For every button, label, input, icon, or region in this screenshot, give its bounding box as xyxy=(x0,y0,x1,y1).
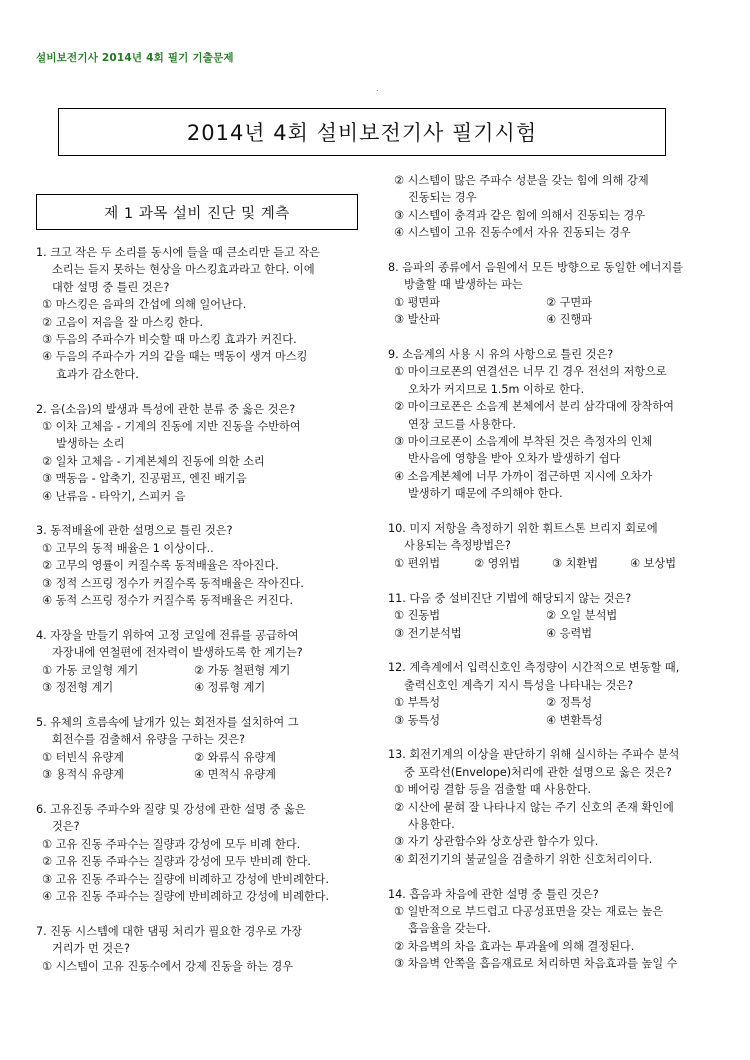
answer-option-line: ④ 고유 진동 주파수는 질량에 반비례하고 강성에 비례한다. xyxy=(42,889,330,903)
answer-option-row xyxy=(388,625,718,642)
question-item xyxy=(36,401,366,505)
question-stem-line: 거리가 먼 것은? xyxy=(52,942,130,956)
answer-option xyxy=(388,363,718,398)
answer-option-line: ③ 자기 상관함수와 상호상관 함수가 있다. xyxy=(394,835,599,849)
question-item xyxy=(36,522,366,609)
answer-option xyxy=(36,575,366,592)
answer-option-line: 사용한다. xyxy=(408,817,455,831)
answer-option: ③ 정전형 계기 xyxy=(42,681,114,695)
answer-option: ③ 용적식 유량계 xyxy=(42,768,124,782)
answer-option xyxy=(388,224,718,241)
answer-option-line: ② 일차 고체음 - 기계본체의 진동에 의한 소리 xyxy=(42,454,265,468)
answer-option xyxy=(388,172,718,207)
answer-option xyxy=(36,453,366,470)
answer-option xyxy=(36,470,366,487)
answer-option: ① 부특성 xyxy=(394,696,441,710)
question-stem xyxy=(388,886,718,903)
answer-option: ② 오일 분석법 xyxy=(546,609,618,623)
answer-option xyxy=(388,799,718,834)
answer-option: ④ 응력법 xyxy=(546,626,593,640)
question-stem-line: 11. 다음 중 설비진단 기법에 해당되지 않는 것은? xyxy=(388,591,632,605)
answer-option-line: 반사음에 영향을 받아 오차가 발생하기 쉽다 xyxy=(408,452,621,466)
question-item xyxy=(36,627,366,697)
question-stem-line: 1. 크고 작은 두 소리를 동시에 들을 때 큰소리만 듣고 작은 xyxy=(36,246,320,259)
answer-option xyxy=(388,398,718,433)
answer-option: ① 편위법 xyxy=(394,556,441,570)
answer-option xyxy=(36,488,366,505)
answer-option-row xyxy=(388,607,718,624)
answer-option-line: ③ 고유 진동 주파수는 질량에 비례하고 강성에 반비례한다. xyxy=(42,872,330,886)
answer-option: ④ 변환특성 xyxy=(546,713,603,727)
question-stem-line: 12. 계측계에서 입력신호인 측정량이 시간적으로 변동할 때, xyxy=(388,661,680,675)
answer-option-line: ③ 시스템이 충격과 같은 힘에 의해서 진동되는 경우 xyxy=(394,208,646,222)
answer-option: ④ 진행파 xyxy=(546,313,593,327)
question-item xyxy=(388,590,718,642)
right-column xyxy=(388,172,718,973)
answer-option-row xyxy=(388,294,718,311)
answer-option-row xyxy=(388,311,718,328)
question-stem xyxy=(36,244,366,296)
page-dot: . xyxy=(376,84,379,93)
question-stem xyxy=(388,659,718,694)
question-stem xyxy=(388,259,718,294)
answer-option xyxy=(36,958,366,975)
question-stem-line: 13. 회전기계의 이상을 판단하기 위해 실시하는 주파수 분석 xyxy=(388,748,680,762)
question-stem xyxy=(388,590,718,607)
question-stem-line: 소리는 듣지 못하는 현상을 마스킹효과라고 한다. 이에 xyxy=(52,263,315,277)
answer-option: ① 평면파 xyxy=(394,295,441,309)
question-item xyxy=(36,923,366,975)
answer-option xyxy=(36,331,366,348)
question-stem-line: 5. 유체의 흐름속에 날개가 있는 회전자를 설치하여 그 xyxy=(36,715,299,729)
subject-heading: 제 1 과목 설비 진단 및 계측 xyxy=(36,194,358,230)
answer-option-line: ③ 정적 스프링 정수가 커질수록 동적배율은 작아진다. xyxy=(42,576,304,590)
answer-option-line: ④ 시스템이 고유 진동수에서 자유 진동되는 경우 xyxy=(394,226,631,240)
answer-option-line: ② 고음이 저음을 잘 마스킹 한다. xyxy=(42,315,204,329)
answer-option-row xyxy=(36,662,366,679)
answer-option: ① 터빈식 유량계 xyxy=(42,750,124,764)
answer-option-line: ② 차음벽의 차음 효과는 투과율에 의해 결정된다. xyxy=(394,939,635,953)
answer-option-row xyxy=(36,679,366,696)
answer-option-line: ④ 동적 스프링 정수가 커질수록 동적배율은 커진다. xyxy=(42,594,294,608)
answer-option xyxy=(36,888,366,905)
question-stem xyxy=(36,923,366,958)
answer-option-line: ② 마이크로폰은 소음계 본체에서 분리 삼각대에 장착하여 xyxy=(394,400,674,414)
answer-option xyxy=(36,418,366,453)
answer-option: ③ 동특성 xyxy=(394,713,441,727)
answer-option-row xyxy=(388,694,718,711)
answer-option: ② 와류식 유량계 xyxy=(194,750,276,764)
question-item xyxy=(388,520,718,572)
answer-option-line: ① 베어링 결함 등을 검출할 때 사용한다. xyxy=(394,783,592,797)
question-stem-line: 9. 소음계의 사용 시 유의 사항으로 틀린 것은? xyxy=(388,348,614,362)
question-item xyxy=(388,172,718,242)
answer-option-line: ③ 두음의 주파수가 비슷할 때 마스킹 효과가 커진다. xyxy=(42,333,297,347)
question-stem-line: 2. 음(소음)의 발생과 특성에 관한 분류 중 옳은 것은? xyxy=(36,402,296,416)
answer-option-row xyxy=(388,712,718,729)
answer-option xyxy=(388,781,718,798)
question-stem xyxy=(36,714,366,749)
answer-option: ① 가동 코일형 계기 xyxy=(42,663,139,677)
answer-option xyxy=(388,903,718,938)
question-stem xyxy=(388,746,718,781)
question-item xyxy=(388,346,718,503)
answer-option-line: ④ 두음의 주파수가 거의 같을 때는 맥동이 생겨 마스킹 xyxy=(42,350,308,364)
answer-option xyxy=(388,851,718,868)
answer-option-line: ① 마이크로폰의 연결선은 너무 긴 경우 전선의 저항으로 xyxy=(394,365,667,379)
answer-option xyxy=(388,833,718,850)
answer-option xyxy=(388,433,718,468)
answer-option-line: ② 시스템이 많은 주파수 성분을 갖는 힘에 의해 강제 xyxy=(394,174,649,187)
question-stem xyxy=(36,627,366,662)
answer-option: ② 구면파 xyxy=(546,295,593,309)
answer-option xyxy=(36,557,366,574)
question-stem-line: 14. 흡음과 차음에 관한 설명 중 틀린 것은? xyxy=(388,887,599,901)
question-stem-line: 것은? xyxy=(52,820,80,834)
question-stem-line: 8. 음파의 종류에서 음원에서 모든 방향으로 동일한 에너지를 xyxy=(388,261,683,275)
answer-option: ② 가동 철편형 계기 xyxy=(194,663,291,677)
question-stem xyxy=(36,401,366,418)
answer-option xyxy=(36,592,366,609)
answer-option-row xyxy=(36,749,366,766)
question-stem xyxy=(388,520,718,555)
question-stem-line: 10. 미지 저항을 측정하기 위한 휘트스톤 브리지 회로에 xyxy=(388,522,658,536)
question-stem xyxy=(36,522,366,539)
answer-option: ② 영위법 xyxy=(474,556,521,570)
answer-option-line: 연장 코드를 사용한다. xyxy=(408,417,516,431)
question-stem-line: 회전수를 검출해서 유량을 구하는 것은? xyxy=(52,733,246,747)
exam-title: 2014년 4회 설비보전기사 필기시험 xyxy=(58,108,666,156)
answer-option-line: ② 고유 진동 주파수는 질량과 강성에 모두 반비례 한다. xyxy=(42,855,311,869)
answer-option xyxy=(388,955,718,972)
question-item xyxy=(36,244,366,383)
question-stem-line: 자장내에 연철편에 전자력이 발생하도록 한 계기는? xyxy=(52,646,303,660)
answer-option-line: 발생하는 소리 xyxy=(56,437,125,451)
answer-option: ④ 정류형 계기 xyxy=(194,681,266,695)
question-stem-line: 대한 설명 중 틀린 것은? xyxy=(52,280,170,294)
question-stem-line: 중 포락선(Envelope)처리에 관한 설명으로 옳은 것은? xyxy=(404,765,672,779)
question-item xyxy=(388,746,718,868)
question-stem-line: 방출할 때 발생하는 파는 xyxy=(404,278,523,292)
answer-option: ① 진동법 xyxy=(394,609,441,623)
answer-option: ④ 보상법 xyxy=(630,556,677,570)
answer-option-line: ④ 회전기기의 불균일을 검출하기 위한 신호처리이다. xyxy=(394,852,653,866)
answer-option: ③ 치환법 xyxy=(552,556,599,570)
question-item xyxy=(36,714,366,784)
answer-option: ③ 발산파 xyxy=(394,313,441,327)
question-item xyxy=(388,259,718,329)
answer-option xyxy=(36,540,366,557)
answer-option-row xyxy=(36,766,366,783)
answer-option xyxy=(388,207,718,224)
document-header: 설비보전기사 2014년 4회 필기 기출문제 xyxy=(36,52,234,64)
answer-option-line: ④ 소음계본체에 너무 가까이 접근하면 지시에 오차가 xyxy=(394,469,653,483)
question-stem-line: 4. 자장을 만들기 위하여 고정 코일에 전류를 공급하여 xyxy=(36,628,299,642)
answer-option: ③ 전기분석법 xyxy=(394,626,462,640)
answer-option xyxy=(36,871,366,888)
answer-option-line: ③ 맥동음 - 압축기, 진공펌프, 엔진 배기음 xyxy=(42,472,247,486)
answer-option-line: 흡음율을 갖는다. xyxy=(408,922,491,936)
question-item xyxy=(36,801,366,905)
question-stem-line: 사용되는 측정방법은? xyxy=(404,539,511,553)
answer-option: ④ 면적식 유량계 xyxy=(194,768,276,782)
question-item xyxy=(388,886,718,973)
answer-option: ② 정특성 xyxy=(546,696,593,710)
answer-option-line: ① 시스템이 고유 진동수에서 강제 진동을 하는 경우 xyxy=(42,959,294,973)
answer-option-line: ② 고무의 영률이 커질수록 동적배율은 작아진다. xyxy=(42,559,279,573)
answer-option xyxy=(388,938,718,955)
answer-option-line: ① 이차 고체음 - 기계의 진동에 지반 진동을 수반하여 xyxy=(42,420,301,434)
question-stem-line: 출력신호인 계측기 지시 특성을 나타내는 것은? xyxy=(404,678,634,692)
answer-option xyxy=(388,468,718,503)
answer-option-line: ③ 마이크로폰이 소음계에 부착된 것은 측정자의 인체 xyxy=(394,435,653,449)
answer-option xyxy=(36,314,366,331)
answer-option-line: ④ 난류음 - 타악기, 스피커 음 xyxy=(42,489,186,503)
answer-option-line: ① 마스킹은 음파의 간섭에 의해 일어난다. xyxy=(42,298,247,312)
answer-option-line: 오차가 커지므로 1.5m 이하로 한다. xyxy=(408,382,585,396)
answer-option xyxy=(36,853,366,870)
answer-option-line: ③ 차음벽 안쪽을 흡음재료로 처리하면 차음효과를 높일 수 xyxy=(394,957,678,971)
answer-option xyxy=(36,296,366,313)
question-stem xyxy=(388,346,718,363)
answer-option xyxy=(36,348,366,383)
left-column xyxy=(36,244,366,975)
question-stem-line: 7. 진동 시스템에 대한 댐핑 처리가 필요한 경우로 가장 xyxy=(36,924,303,938)
question-stem-line: 3. 동적배율에 관한 설명으로 틀린 것은? xyxy=(36,524,233,538)
answer-option-line: ① 일반적으로 부드럽고 다공성표면을 갖는 재료는 높은 xyxy=(394,904,664,918)
answer-option-line: ① 고유 진동 주파수는 질량과 강성에 모두 비례 한다. xyxy=(42,837,301,851)
question-item xyxy=(388,659,718,729)
answer-option xyxy=(36,836,366,853)
answer-option-line: 발생하기 때문에 주의해야 한다. xyxy=(408,487,563,501)
question-stem-line: 6. 고유진동 주파수와 질량 및 강성에 관한 설명 중 옳은 xyxy=(36,802,306,816)
answer-option-line: 효과가 감소한다. xyxy=(56,367,139,381)
answer-option-line: ① 고무의 동적 배율은 1 이상이다.. xyxy=(42,541,214,555)
answer-option-line: 진동되는 경우 xyxy=(408,191,477,205)
answer-option-row xyxy=(388,555,718,572)
question-stem xyxy=(36,801,366,836)
answer-option-line: ② 시산에 묻혀 잘 나타나지 않는 주기 신호의 존재 확인에 xyxy=(394,800,674,814)
